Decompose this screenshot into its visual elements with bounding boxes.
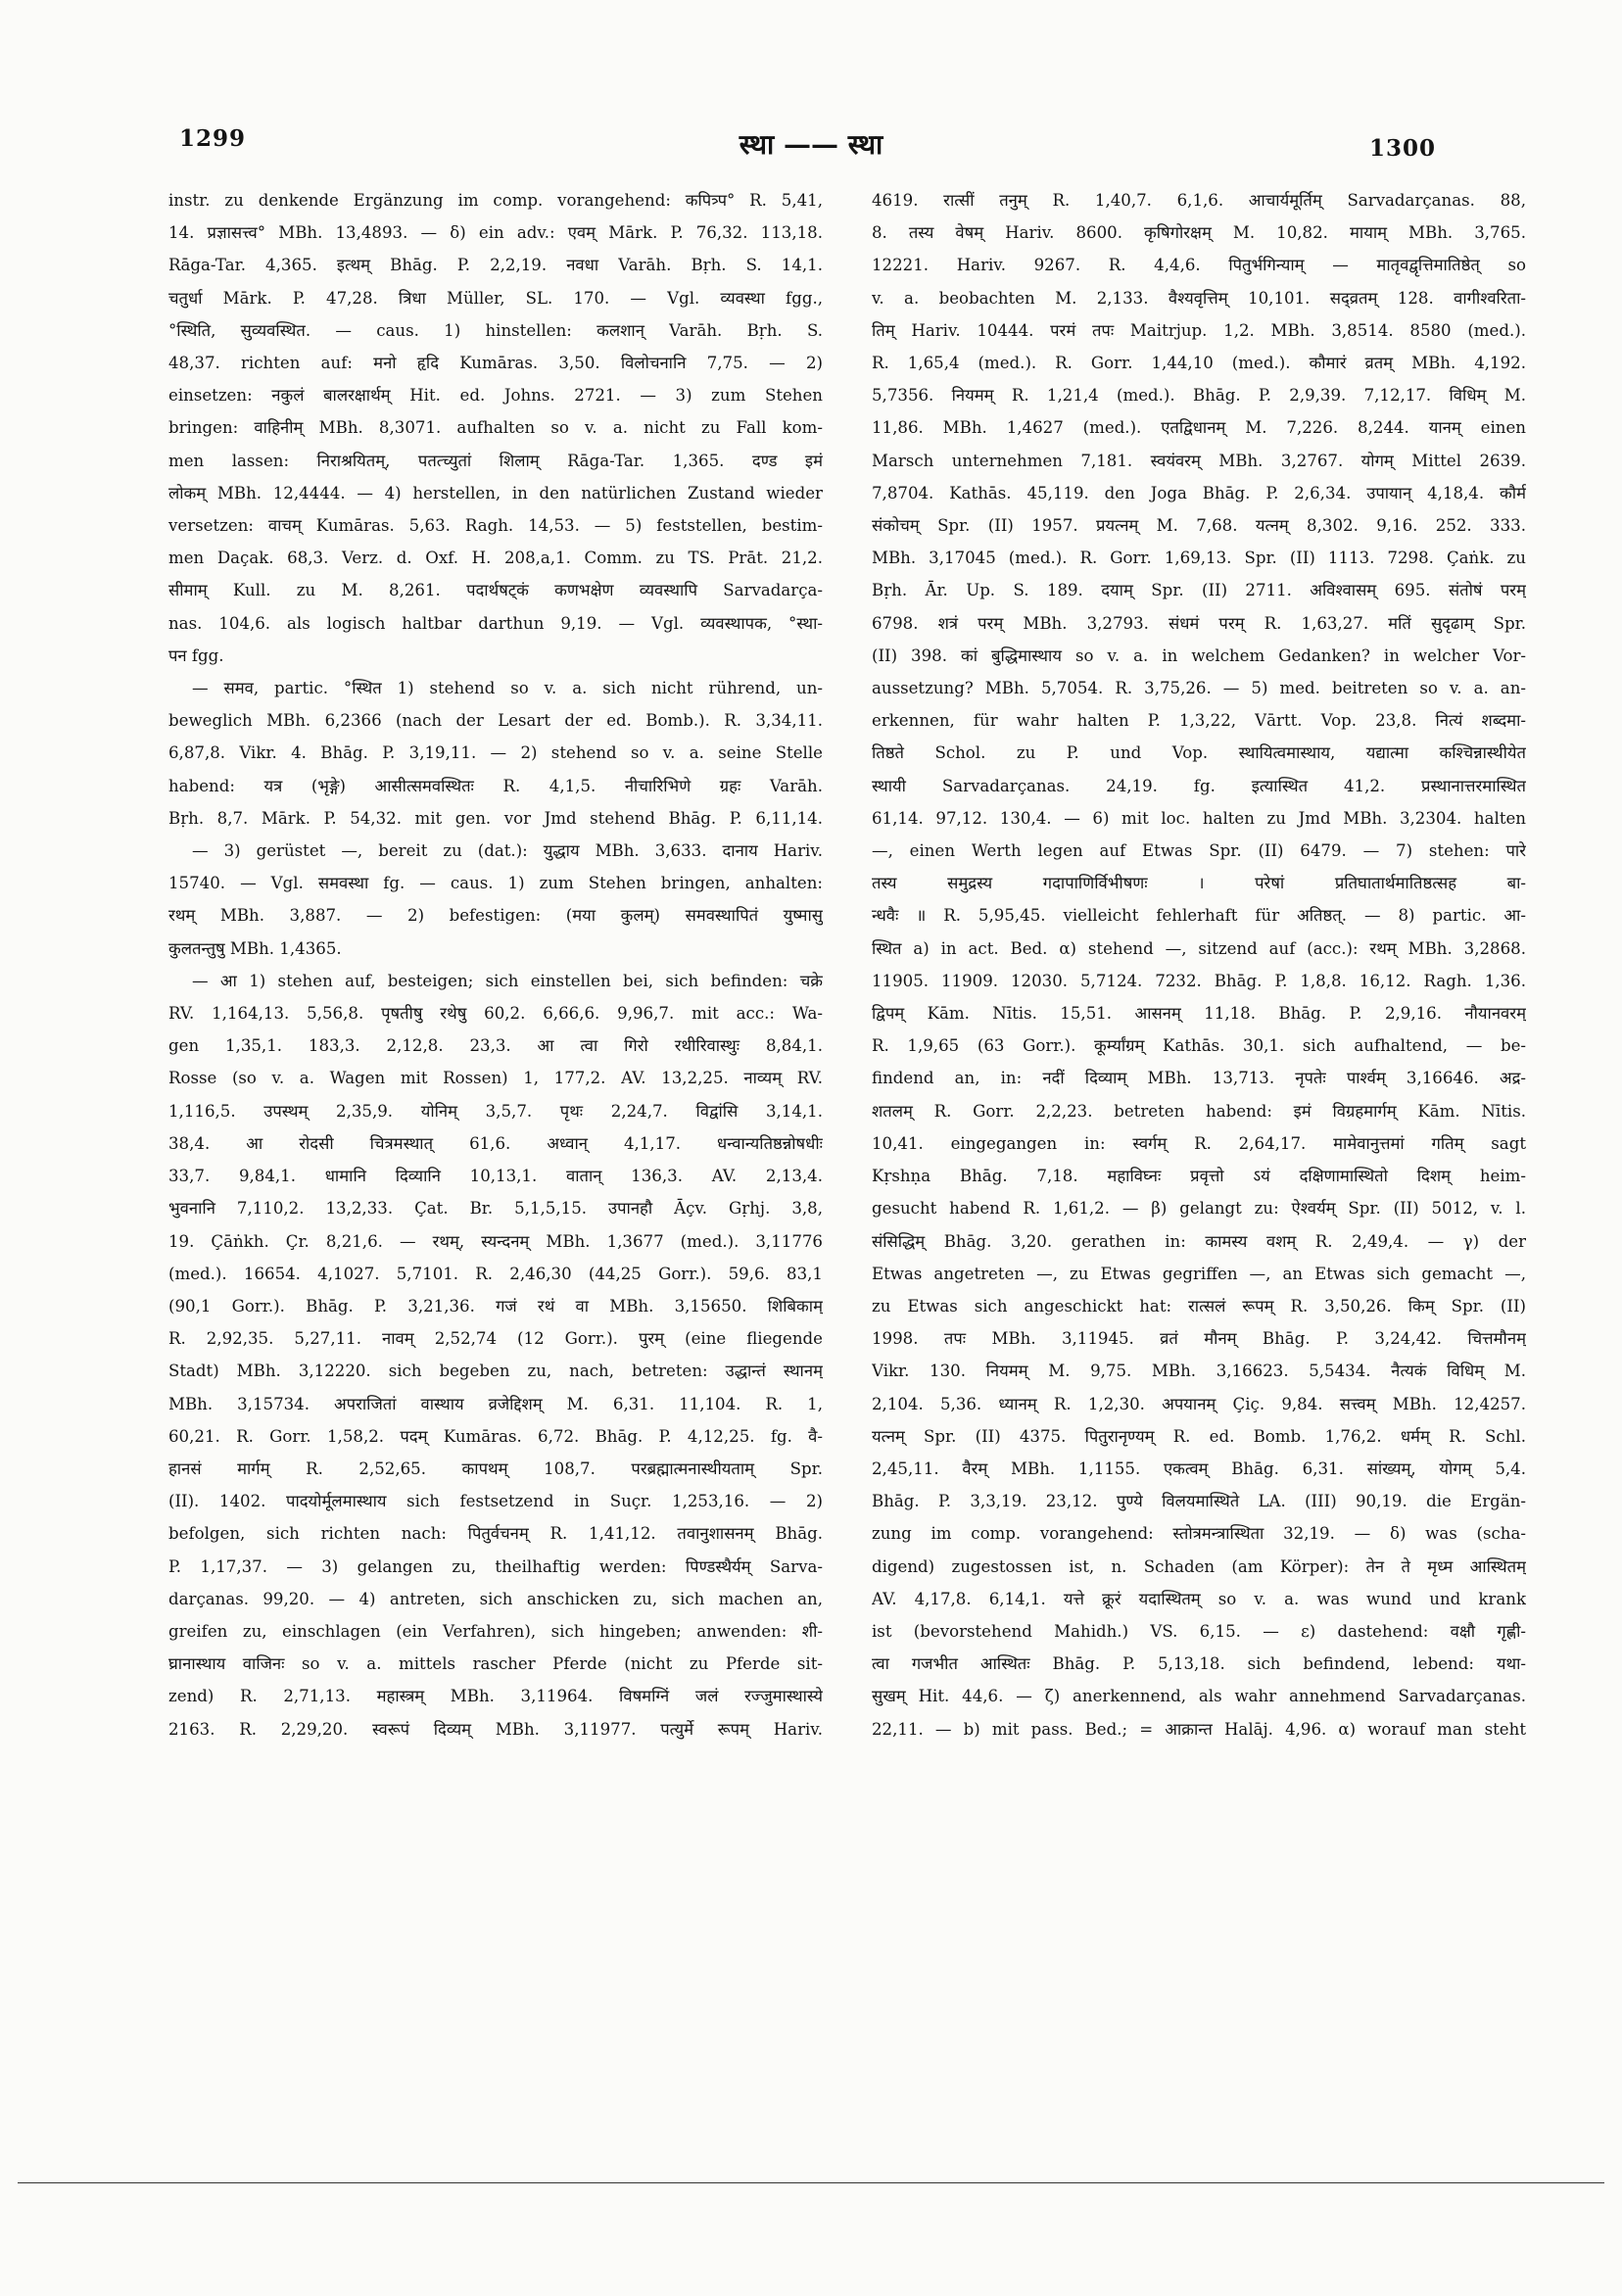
text-line: तिम् Hariv. 10444. परमं तपः Maitrjup. 1,2. MBh. 3,8514. 8580 (med.). <box>872 320 1526 340</box>
text-line: Stadt) MBh. 3,12220. sich begeben zu, nach, betreten: उद्धान्तं स्थानम् <box>168 1362 823 1381</box>
text-line: bringen: वाहिनीम् MBh. 8,3071. aufhalten so v. a. nicht zu Fall kom- <box>168 418 823 438</box>
text-line: रथम् MBh. 3,887. — 2) befestigen: (मया कुलम्) समवस्थापितं युष्मासु <box>168 906 823 926</box>
text-line: Bṛh. 8,7. Mārk. P. 54,32. mit gen. vor Jmd stehend Bhāg. P. 6,11,14. <box>168 808 823 828</box>
text-line: Rāga-Tar. 4,365. इत्थम् Bhāg. P. 2,2,19. नवधा Varāh. Bṛh. S. 14,1. <box>168 256 823 275</box>
text-line: 2163. R. 2,29,20. स्वरूपं दिव्यम् MBh. 3,11977. पत्युर्मे रूपम् Hariv. <box>168 1719 823 1739</box>
text-line: स्थित a) in act. Bed. α) stehend —, sitzend auf (acc.): रथम् MBh. 3,2868. <box>872 938 1526 958</box>
text-line: द्विपम् Kām. Nītis. 15,51. आसनम् 11,18. Bhāg. P. 2,9,16. नौयानवरम् <box>872 1004 1526 1024</box>
text-line: habend: यत्र (भृङ्गे) आसीत्समवस्थितः R. 4,1,5. नीचारिभिणे ग्रहः Varāh. <box>168 776 823 795</box>
text-line: Bhāg. P. 3,3,19. 23,12. पुण्ये विलयमास्थिते LA. (III) 90,19. die Ergän- <box>872 1492 1526 1511</box>
text-line: 10,41. eingegangen in: स्वर्गम् R. 2,64,17. मामेवानुत्तमां गतिम् sagt <box>872 1133 1526 1153</box>
text-line: 15740. — Vgl. समवस्था fg. — caus. 1) zum Stehen bringen, anhalten: <box>168 874 823 893</box>
text-line: 5,7356. नियमम् R. 1,21,4 (med.). Bhāg. P. 2,9,39. 7,12,17. विधिम् M. <box>872 386 1526 406</box>
text-line: nas. 104,6. als logisch haltbar darthun 9,19. — Vgl. व्यवस्थापक, °स्था- <box>168 613 823 633</box>
text-line: — आ 1) stehen auf, besteigen; sich einstellen bei, sich befinden: चक्रे <box>192 971 823 990</box>
text-line: 19. Çāṅkh. Çr. 8,21,6. — रथम्, स्यन्दनम् MBh. 1,3677 (med.). 3,11776 <box>168 1231 823 1251</box>
text-line: greifen zu, einschlagen (ein Verfahren), sich hingeben; anwenden: शी- <box>168 1621 823 1641</box>
text-line: 12221. Hariv. 9267. R. 4,4,6. पितुर्भगिन्याम् — मातृवद्वृत्तिमातिष्ठेत् so <box>872 256 1526 275</box>
text-line: MBh. 3,15734. अपराजितां वास्थाय व्रजेद्दिशम् M. 6,31. 11,104. R. 1, <box>168 1394 823 1413</box>
text-line: तस्य समुद्रस्य गदापाणिर्विभीषणः । परेषां प्रतिघातार्थमातिष्ठत्सह बा- <box>872 874 1526 893</box>
text-line: —, einen Werth legen auf Etwas Spr. (II) 6479. — 7) stehen: पारे <box>872 841 1526 861</box>
page-header <box>0 125 1622 165</box>
text-line: MBh. 3,17045 (med.). R. Gorr. 1,69,13. Spr. (II) 1113. 7298. Çaṅk. zu <box>872 549 1526 568</box>
text-line: ist (bevorstehend Mahidh.) VS. 6,15. — ε) dastehend: वक्षौ गृह्णी- <box>872 1621 1526 1641</box>
text-line: भुवनानि 7,110,2. 13,2,33. Çat. Br. 5,1,5,15. उपानहौ Āçv. Gṛhj. 3,8, <box>168 1199 823 1219</box>
text-line: (90,1 Gorr.). Bhāg. P. 3,21,36. गजं रथं वा MBh. 3,15650. शिबिकाम् <box>168 1296 823 1315</box>
text-line: zend) R. 2,71,13. महास्त्रम् MBh. 3,11964. विषमग्निं जलं रज्जुमास्थास्ये <box>168 1687 823 1706</box>
text-line: (med.). 16654. 4,1027. 5,7101. R. 2,46,30 (44,25 Gorr.). 59,6. 83,1 <box>168 1264 823 1283</box>
text-line: 38,4. आ रोदसी चित्रमस्थात् 61,6. अध्वान् 4,1,17. धन्वान्यतिष्ठन्नोषधीः <box>168 1133 823 1153</box>
text-line: 6798. शत्रं परम् MBh. 3,2793. संधमं परम् R. 1,63,27. मतिं सुदृढाम् Spr. <box>872 613 1526 633</box>
text-line: 22,11. — b) mit pass. Bed.; = आक्रान्त Halāj. 4,96. α) worauf man steht <box>872 1719 1526 1739</box>
text-line: R. 2,92,35. 5,27,11. नावम् 2,52,74 (12 Gorr.). पुरम् (eine fliegende <box>168 1329 823 1349</box>
text-line: 8. तस्य वेषम् Hariv. 8600. कृषिगोरक्षम् M. 10,82. मायाम् MBh. 3,765. <box>872 223 1526 243</box>
text-line: Vikr. 130. नियमम् M. 9,75. MBh. 3,16623. 5,5434. नैत्यकं विधिम् M. <box>872 1362 1526 1381</box>
text-line: erkennen, für wahr halten P. 1,3,22, Vārtt. Vop. 23,8. नित्यं शब्दमा- <box>872 711 1526 731</box>
text-line: 60,21. R. Gorr. 1,58,2. पदम् Kumāras. 6,72. Bhāg. P. 4,12,25. fg. वै- <box>168 1426 823 1446</box>
text-line: 2,45,11. वैरम् MBh. 1,1155. एकत्वम् Bhāg. 6,31. सांख्यम्, योगम् 5,4. <box>872 1459 1526 1478</box>
text-line: घ्रानास्थाय वाजिनः so v. a. mittels rascher Pferde (nicht zu Pferde sit- <box>168 1654 823 1674</box>
text-line: 61,14. 97,12. 130,4. — 6) mit loc. halten zu Jmd MBh. 3,2304. halten <box>872 808 1526 828</box>
text-line: beweglich MBh. 6,2366 (nach der Lesart der ed. Bomb.). R. 3,34,11. <box>168 711 823 731</box>
text-line: gesucht habend R. 1,61,2. — β) gelangt zu: ऐश्वर्यम् Spr. (II) 5012, v. l. <box>872 1199 1526 1219</box>
text-line: 11,86. MBh. 1,4627 (med.). एतद्विधानम् M. 7,226. 8,244. यानम् einen <box>872 418 1526 438</box>
text-line: शतलम् R. Gorr. 2,2,23. betreten habend: इमं विग्रहमार्गम् Kām. Nītis. <box>872 1101 1526 1121</box>
text-line: befolgen, sich richten nach: पितुर्वचनम् R. 1,41,12. तवानुशासनम् Bhāg. <box>168 1524 823 1544</box>
text-line: त्वा गजभीत आस्थितः Bhāg. P. 5,13,18. sich befindend, lebend: यथा- <box>872 1654 1526 1674</box>
text-line: सुखम् Hit. 44,6. — ζ) anerkennend, als wahr annehmend Sarvadarçanas. <box>872 1687 1526 1706</box>
text-line: (II) 398. कां बुद्धिमास्थाय so v. a. in welchem Gedanken? in welcher Vor- <box>872 646 1526 665</box>
text-line: Kṛshṇa Bhāg. 7,18. महाविघ्नः प्रवृत्तो ऽयं दक्षिणामास्थितो दिशम् heim- <box>872 1167 1526 1186</box>
text-line: Marsch unternehmen 7,181. स्वयंवरम् MBh. 3,2767. योगम् Mittel 2639. <box>872 451 1526 470</box>
text-line: einsetzen: नकुलं बालरक्षार्थम् Hit. ed. Johns. 2721. — 3) zum Stehen <box>168 386 823 406</box>
text-line: men lassen: निराश्रयितम्, पतत्च्युतां शिलाम् Rāga-Tar. 1,365. दण्ड इमं <box>168 451 823 470</box>
text-line: स्थायी Sarvadarçanas. 24,19. fg. इत्यास्थित 41,2. प्रस्थानात्तरमास्थित <box>872 776 1526 795</box>
text-line: 6,87,8. Vikr. 4. Bhāg. P. 3,19,11. — 2) stehend so v. a. seine Stelle <box>168 743 823 763</box>
text-line: न्धवैः ॥ R. 5,95,45. vielleicht fehlerhaft für अतिष्ठत्. — 8) partic. आ- <box>872 906 1526 926</box>
text-line: यत्नम् Spr. (II) 4375. पितुरानृण्यम् R. ed. Bomb. 1,76,2. धर्मम् R. Schl. <box>872 1426 1526 1446</box>
text-line: Rosse (so v. a. Wagen mit Rossen) 1, 177,2. AV. 13,2,25. नाव्यम् RV. <box>168 1069 823 1088</box>
text-line: °स्थिति, सुव्यवस्थित. — caus. 1) hinstellen: कलशान् Varāh. Bṛh. S. <box>168 320 823 340</box>
text-line: 11905. 11909. 12030. 5,7124. 7232. Bhāg. P. 1,8,8. 16,12. Ragh. 1,36. <box>872 971 1526 990</box>
text-line: zung im comp. vorangehend: स्तोत्रमन्त्रास्थिता 32,19. — δ) was (scha- <box>872 1524 1526 1544</box>
text-line: Etwas angetreten —, zu Etwas gegriffen —, an Etwas sich gemacht —, <box>872 1264 1526 1283</box>
text-line: instr. zu denkende Ergänzung im comp. vorangehend: कपित्र्प° R. 5,41, <box>168 191 823 210</box>
text-line: संसिद्धिम् Bhāg. 3,20. gerathen in: कामस्य वशम् R. 2,49,4. — γ) der <box>872 1231 1526 1251</box>
text-line: 1,116,5. उपस्थम् 2,35,9. योनिम् 3,5,7. पृथः 2,24,7. विद्वांसि 3,14,1. <box>168 1101 823 1121</box>
text-line: 4619. रात्सीं तनुम् R. 1,40,7. 6,1,6. आचार्यमूर्तिम् Sarvadarçanas. 88, <box>872 191 1526 210</box>
text-line: सीमाम् Kull. zu M. 8,261. पदार्थषट्कं कणभक्षेण व्यवस्थापि Sarvadarça- <box>168 581 823 600</box>
text-line: पन fgg. <box>168 646 224 665</box>
page-number-left: 1299 <box>179 125 247 152</box>
text-line: तिष्ठते Schol. zu P. und Vop. स्थायित्वमास्थाय, यद्यात्मा कश्चिन्नास्थीयेत <box>872 743 1526 763</box>
text-line: Bṛh. Ār. Up. S. 189. दयाम् Spr. (II) 2711. अविश्वासम् 695. संतोषं परम् <box>872 581 1526 600</box>
text-line: zu Etwas sich angeschickt hat: रात्सलं रूपम् R. 3,50,26. किम् Spr. (II) <box>872 1296 1526 1315</box>
text-line: 2,104. 5,36. ध्यानम् R. 1,2,30. अपयानम् Çiç. 9,84. सत्त्वम् MBh. 12,4257. <box>872 1394 1526 1413</box>
text-line: digend) zugestossen ist, n. Schaden (am Körper): तेन ते मृध्म आस्थितम् <box>872 1556 1526 1576</box>
text-line: men Daçak. 68,3. Verz. d. Oxf. H. 208,a,1. Comm. zu TS. Prāt. 21,2. <box>168 549 823 568</box>
text-line: gen 1,35,1. 183,3. 2,12,8. 23,3. आ त्वा गिरो रथीरिवास्थुः 8,84,1. <box>168 1036 823 1056</box>
right-column <box>872 184 1526 1746</box>
text-line: 1998. तपः MBh. 3,11945. व्रतं मौनम् Bhāg. P. 3,24,42. चित्तमौनम् <box>872 1329 1526 1349</box>
text-line: 48,37. richten auf: मनो हृदि Kumāras. 3,50. विलोचनानि 7,75. — 2) <box>168 354 823 373</box>
text-line: 14. प्रज्ञासत्त्व° MBh. 13,4893. — δ) ein adv.: एवम् Mārk. P. 76,32. 113,18. <box>168 223 823 243</box>
text-line: (II). 1402. पादयोर्मूलमास्थाय sich festsetzend in Suçr. 1,253,16. — 2) <box>168 1492 823 1511</box>
text-line: R. 1,9,65 (63 Gorr.). कूर्म्यांग्रम् Kathās. 30,1. sich aufhaltend, — be- <box>872 1036 1526 1056</box>
text-line: aussetzung? MBh. 5,7054. R. 3,75,26. — 5) med. beitreten so v. a. an- <box>872 679 1526 698</box>
text-line: AV. 4,17,8. 6,14,1. यत्ते क्रूरं यदास्थितम् so v. a. was wund und krank <box>872 1589 1526 1608</box>
text-line: — 3) gerüstet —, bereit zu (dat.): युद्धाय MBh. 3,633. दानाय Hariv. <box>192 841 823 861</box>
text-line: RV. 1,164,13. 5,56,8. पृषतीषु रथेषु 60,2. 6,66,6. 9,96,7. mit acc.: Wa- <box>168 1004 823 1024</box>
text-line: P. 1,17,37. — 3) gelangen zu, theilhaftig werden: पिण्डस्थैर्यम् Sarva- <box>168 1556 823 1576</box>
text-line: — समव, partic. °स्थित 1) stehend so v. a. sich nicht rührend, un- <box>192 679 823 698</box>
bottom-rule <box>18 2182 1604 2183</box>
text-line: हानसं मार्गम् R. 2,52,65. कापथम् 108,7. परब्रह्मात्मनास्थीयताम् Spr. <box>168 1459 823 1478</box>
text-line: v. a. beobachten M. 2,133. वैश्यवृत्तिम् 10,101. सद्व्रतम् 128. वागीश्वरिता- <box>872 288 1526 308</box>
text-line: संकोचम् Spr. (II) 1957. प्रयत्नम् M. 7,68. यत्नम् 8,302. 9,16. 252. 333. <box>872 516 1526 536</box>
text-line: darçanas. 99,20. — 4) antreten, sich anschicken zu, sich machen an, <box>168 1589 823 1608</box>
text-line: versetzen: वाचम् Kumāras. 5,63. Ragh. 14,53. — 5) feststellen, bestim- <box>168 516 823 536</box>
text-line: कुलतन्तुषु MBh. 1,4365. <box>168 938 342 958</box>
running-head: स्था —— स्था <box>739 128 883 161</box>
text-line: R. 1,65,4 (med.). R. Gorr. 1,44,10 (med.). कौमारं व्रतम् MBh. 4,192. <box>872 354 1526 373</box>
text-line: 7,8704. Kathās. 45,119. den Joga Bhāg. P. 2,6,34. उपायान् 4,18,4. कौर्म <box>872 483 1526 502</box>
text-line: लोकम् MBh. 12,4444. — 4) herstellen, in den natürlichen Zustand wieder <box>168 483 823 502</box>
left-column <box>168 184 823 1746</box>
text-line: 33,7. 9,84,1. धामानि दिव्यानि 10,13,1. वातान् 136,3. AV. 2,13,4. <box>168 1167 823 1186</box>
page-number-right: 1300 <box>1368 135 1436 162</box>
text-line: चतुर्धा Mārk. P. 47,28. त्रिधा Müller, SL. 170. — Vgl. व्यवस्था fgg., <box>168 288 823 308</box>
text-line: findend an, in: नदीं दिव्याम् MBh. 13,713. नृपतेः पार्श्वम् 3,16646. अद्र- <box>872 1069 1526 1088</box>
